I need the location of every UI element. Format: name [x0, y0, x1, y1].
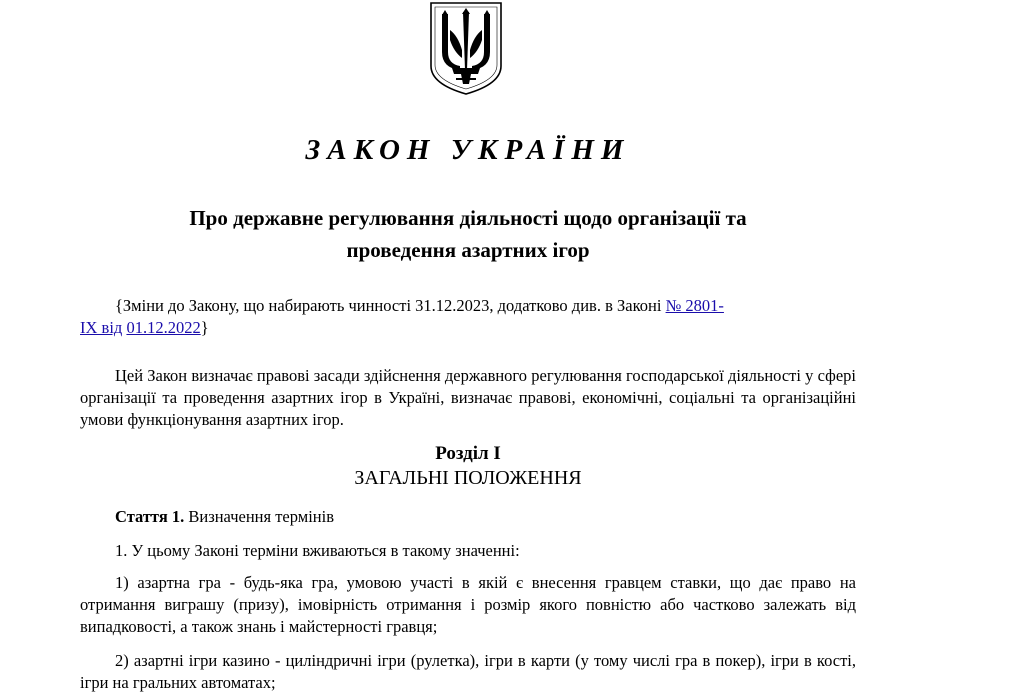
article-1-heading: [80, 506, 856, 528]
coat-of-arms-icon: [428, 0, 504, 96]
amendment-text: {Зміни до Закону, що набирають чинності 31.12.2023, додатково див. в Законі: [115, 296, 666, 315]
law-subtitle: [80, 202, 856, 266]
section-number: Розділ I: [435, 443, 501, 464]
law-subtitle-line-1: Про державне регулювання діяльності щодо організації та: [189, 206, 747, 230]
section-heading: [80, 442, 856, 490]
amendment-law-date-link[interactable]: 01.12.2022: [126, 318, 201, 337]
law-intro-paragraph: [80, 365, 856, 431]
amendment-note: [80, 295, 856, 339]
article-1-item-2: [80, 650, 856, 694]
law-heading: ЗАКОН УКРАЇНИ: [305, 134, 631, 166]
article-1-paragraph-1: [80, 540, 856, 562]
article-1-item-1: [80, 572, 856, 638]
amendment-law-number-link[interactable]: № 2801-: [665, 296, 724, 315]
section-title: ЗАГАЛЬНІ ПОЛОЖЕННЯ: [354, 467, 582, 489]
law-subtitle-line-2: проведення азартних ігор: [346, 238, 590, 262]
article-1-label: Стаття 1.: [115, 507, 185, 526]
article-1-item-2-text: 2) азартні ігри казино - циліндричні ігри (рулетка), ігри в карти (у тому числі гра в покер), ігри в кості, ігри на гральних автоматах;: [80, 651, 856, 692]
article-1-paragraph-1-text: 1. У цьому Законі терміни вживаються в такому значенні:: [115, 541, 520, 560]
amendment-text-end: }: [200, 318, 209, 337]
article-1-item-1-text: 1) азартна гра - будь-яка гра, умовою участі в якій є внесення гравцем ставки, що дає право на отримання виграшу (призу), імовірність отримання і розмір якого повністю або частково залежать від випадковості, а також знань і майстерності гравця;: [80, 573, 856, 636]
law-intro-text: Цей Закон визначає правові засади здійснення державного регулювання господарської діяльності у сфері організації та проведення азартних ігор в Україні, визначає правові, економічні, соціальні та організаційні умови функціонування азартних ігор.: [80, 366, 856, 429]
article-1-title: Визначення термінів: [188, 507, 334, 526]
amendment-law-number-link-cont[interactable]: IX від: [80, 318, 123, 337]
